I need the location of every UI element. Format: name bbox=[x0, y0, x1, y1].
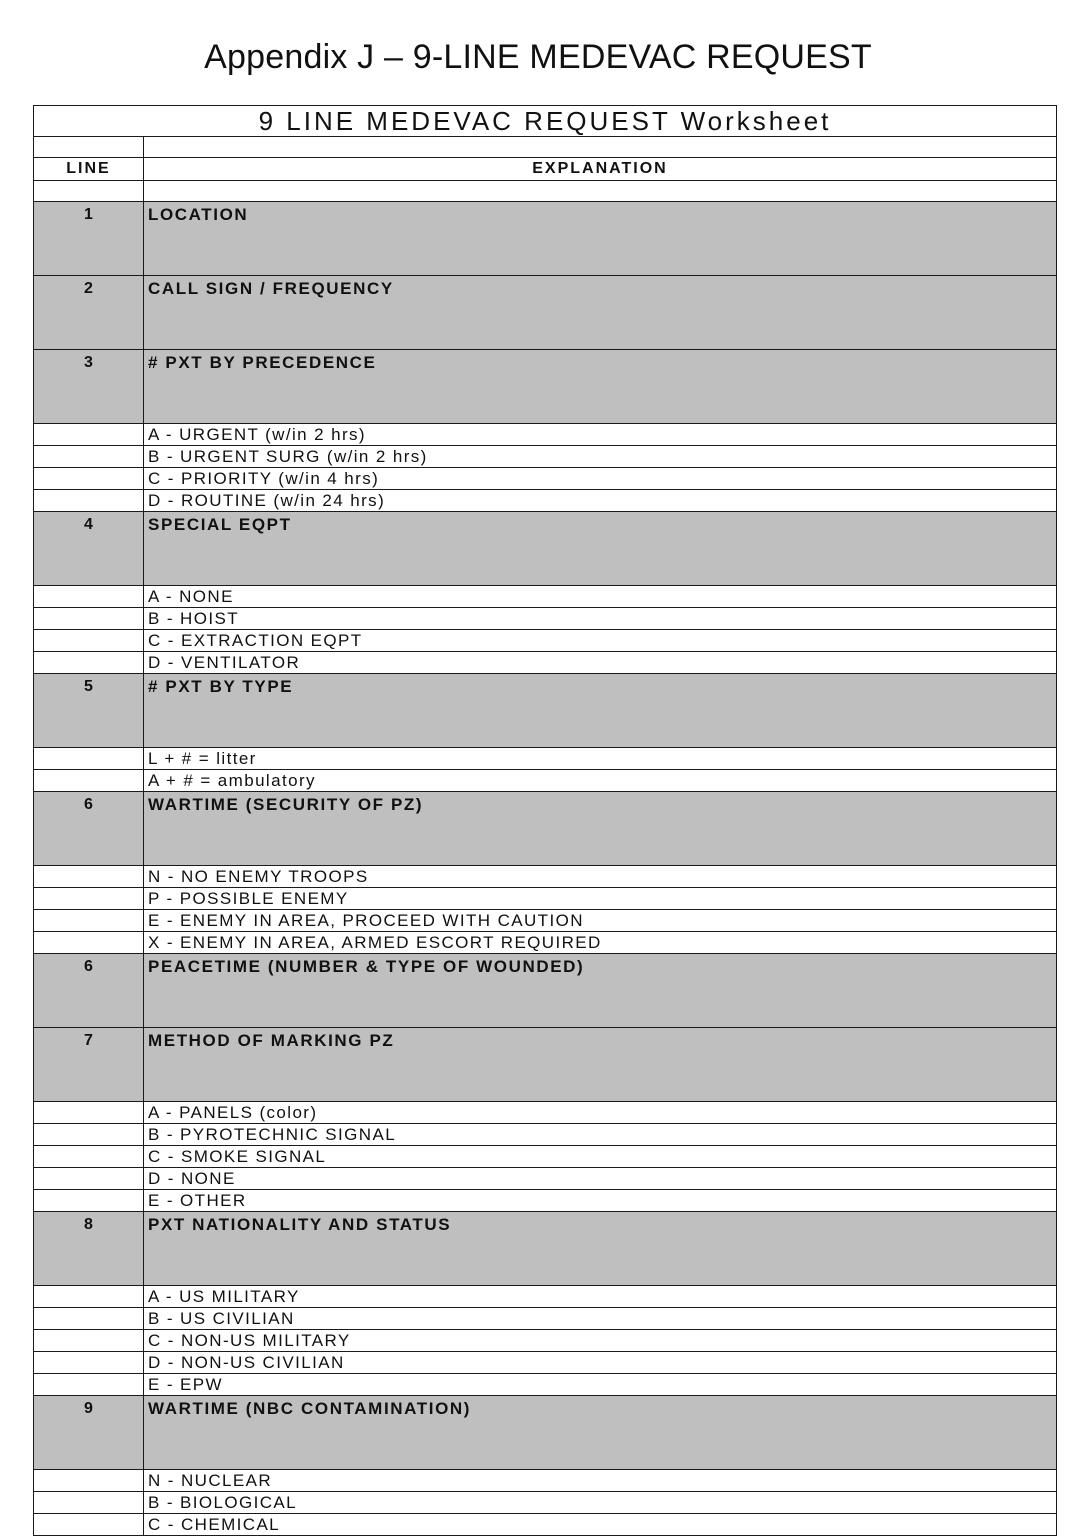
option-label: B - HOIST bbox=[144, 608, 1057, 630]
column-header-row bbox=[34, 158, 1057, 181]
option-label: D - NONE bbox=[144, 1168, 1057, 1190]
option-line-cell bbox=[34, 1330, 144, 1352]
section-row bbox=[34, 202, 1057, 276]
section-row bbox=[34, 1212, 1057, 1286]
section-row bbox=[34, 674, 1057, 748]
option-line-cell bbox=[34, 1492, 144, 1514]
worksheet-title-row bbox=[34, 106, 1057, 137]
option-line-cell bbox=[34, 1124, 144, 1146]
option-line-cell bbox=[34, 1352, 144, 1374]
option-line-cell bbox=[34, 586, 144, 608]
option-row bbox=[34, 1352, 1057, 1374]
option-row bbox=[34, 932, 1057, 954]
option-line-cell bbox=[34, 1190, 144, 1212]
line-number: 9 bbox=[34, 1396, 144, 1470]
option-label: C - PRIORITY (w/in 4 hrs) bbox=[144, 468, 1057, 490]
line-number: 5 bbox=[34, 674, 144, 748]
option-line-cell bbox=[34, 1514, 144, 1536]
spacer-cell bbox=[144, 181, 1057, 202]
section-label: WARTIME (SECURITY OF PZ) bbox=[144, 792, 1057, 866]
option-line-cell bbox=[34, 1102, 144, 1124]
option-label: D - NON-US CIVILIAN bbox=[144, 1352, 1057, 1374]
option-line-cell bbox=[34, 1308, 144, 1330]
section-row bbox=[34, 512, 1057, 586]
option-label: E - ENEMY IN AREA, PROCEED WITH CAUTION bbox=[144, 910, 1057, 932]
option-label: N - NO ENEMY TROOPS bbox=[144, 866, 1057, 888]
option-line-cell bbox=[34, 652, 144, 674]
option-label: C - SMOKE SIGNAL bbox=[144, 1146, 1057, 1168]
page-title: Appendix J – 9-LINE MEDEVAC REQUEST bbox=[204, 38, 872, 76]
option-label: L + # = litter bbox=[144, 748, 1057, 770]
medevac-worksheet-table bbox=[33, 105, 1057, 1536]
option-line-cell bbox=[34, 866, 144, 888]
option-row bbox=[34, 1190, 1057, 1212]
option-line-cell bbox=[34, 424, 144, 446]
option-line-cell bbox=[34, 1286, 144, 1308]
option-label: N - NUCLEAR bbox=[144, 1470, 1057, 1492]
line-number: 6 bbox=[34, 954, 144, 1028]
section-label: # PXT BY PRECEDENCE bbox=[144, 350, 1057, 424]
option-row bbox=[34, 446, 1057, 468]
line-number: 1 bbox=[34, 202, 144, 276]
option-row bbox=[34, 1286, 1057, 1308]
column-header-line: LINE bbox=[34, 158, 144, 181]
section-label: WARTIME (NBC CONTAMINATION) bbox=[144, 1396, 1057, 1470]
option-label: C - NON-US MILITARY bbox=[144, 1330, 1057, 1352]
option-line-cell bbox=[34, 446, 144, 468]
section-label: # PXT BY TYPE bbox=[144, 674, 1057, 748]
option-label: E - OTHER bbox=[144, 1190, 1057, 1212]
option-label: C - EXTRACTION EQPT bbox=[144, 630, 1057, 652]
section-label: LOCATION bbox=[144, 202, 1057, 276]
option-row bbox=[34, 586, 1057, 608]
column-header-explanation: EXPLANATION bbox=[144, 158, 1057, 181]
spacer-row bbox=[34, 137, 1057, 158]
option-row bbox=[34, 1330, 1057, 1352]
option-label: A - US MILITARY bbox=[144, 1286, 1057, 1308]
option-label: D - VENTILATOR bbox=[144, 652, 1057, 674]
option-row bbox=[34, 1124, 1057, 1146]
option-row bbox=[34, 748, 1057, 770]
option-row bbox=[34, 1374, 1057, 1396]
section-row bbox=[34, 350, 1057, 424]
option-label: B - PYROTECHNIC SIGNAL bbox=[144, 1124, 1057, 1146]
option-row bbox=[34, 1492, 1057, 1514]
option-line-cell bbox=[34, 468, 144, 490]
option-row bbox=[34, 866, 1057, 888]
section-row bbox=[34, 276, 1057, 350]
option-row bbox=[34, 1308, 1057, 1330]
option-row bbox=[34, 910, 1057, 932]
option-label: B - US CIVILIAN bbox=[144, 1308, 1057, 1330]
option-row bbox=[34, 1168, 1057, 1190]
section-row bbox=[34, 954, 1057, 1028]
option-label: B - URGENT SURG (w/in 2 hrs) bbox=[144, 446, 1057, 468]
option-label: E - EPW bbox=[144, 1374, 1057, 1396]
option-label: D - ROUTINE (w/in 24 hrs) bbox=[144, 490, 1057, 512]
option-line-cell bbox=[34, 490, 144, 512]
option-line-cell bbox=[34, 1470, 144, 1492]
line-number: 2 bbox=[34, 276, 144, 350]
section-row bbox=[34, 1028, 1057, 1102]
option-row bbox=[34, 424, 1057, 446]
option-line-cell bbox=[34, 770, 144, 792]
option-row bbox=[34, 1470, 1057, 1492]
option-line-cell bbox=[34, 608, 144, 630]
spacer-row bbox=[34, 181, 1057, 202]
section-label: METHOD OF MARKING PZ bbox=[144, 1028, 1057, 1102]
section-row bbox=[34, 1396, 1057, 1470]
line-number: 6 bbox=[34, 792, 144, 866]
spacer-cell bbox=[34, 181, 144, 202]
option-line-cell bbox=[34, 630, 144, 652]
option-row bbox=[34, 888, 1057, 910]
line-number: 7 bbox=[34, 1028, 144, 1102]
option-row bbox=[34, 1146, 1057, 1168]
option-line-cell bbox=[34, 1374, 144, 1396]
option-label: X - ENEMY IN AREA, ARMED ESCORT REQUIRED bbox=[144, 932, 1057, 954]
option-line-cell bbox=[34, 888, 144, 910]
option-row bbox=[34, 608, 1057, 630]
option-label: B - BIOLOGICAL bbox=[144, 1492, 1057, 1514]
option-line-cell bbox=[34, 910, 144, 932]
option-label: P - POSSIBLE ENEMY bbox=[144, 888, 1057, 910]
option-label: A - URGENT (w/in 2 hrs) bbox=[144, 424, 1057, 446]
option-row bbox=[34, 770, 1057, 792]
option-row bbox=[34, 1102, 1057, 1124]
option-row bbox=[34, 468, 1057, 490]
section-label: PEACETIME (NUMBER & TYPE OF WOUNDED) bbox=[144, 954, 1057, 1028]
section-row bbox=[34, 792, 1057, 866]
option-line-cell bbox=[34, 1168, 144, 1190]
section-label: PXT NATIONALITY AND STATUS bbox=[144, 1212, 1057, 1286]
line-number: 4 bbox=[34, 512, 144, 586]
option-label: A - NONE bbox=[144, 586, 1057, 608]
line-number: 8 bbox=[34, 1212, 144, 1286]
option-label: A - PANELS (color) bbox=[144, 1102, 1057, 1124]
option-row bbox=[34, 1514, 1057, 1536]
option-label: C - CHEMICAL bbox=[144, 1514, 1057, 1536]
option-row bbox=[34, 652, 1057, 674]
option-row bbox=[34, 630, 1057, 652]
spacer-cell bbox=[144, 137, 1057, 158]
option-row bbox=[34, 490, 1057, 512]
option-label: A + # = ambulatory bbox=[144, 770, 1057, 792]
worksheet-title: 9 LINE MEDEVAC REQUEST Worksheet bbox=[34, 106, 1057, 137]
section-label: CALL SIGN / FREQUENCY bbox=[144, 276, 1057, 350]
section-label: SPECIAL EQPT bbox=[144, 512, 1057, 586]
line-number: 3 bbox=[34, 350, 144, 424]
option-line-cell bbox=[34, 1146, 144, 1168]
option-line-cell bbox=[34, 748, 144, 770]
option-line-cell bbox=[34, 932, 144, 954]
spacer-cell bbox=[34, 137, 144, 158]
